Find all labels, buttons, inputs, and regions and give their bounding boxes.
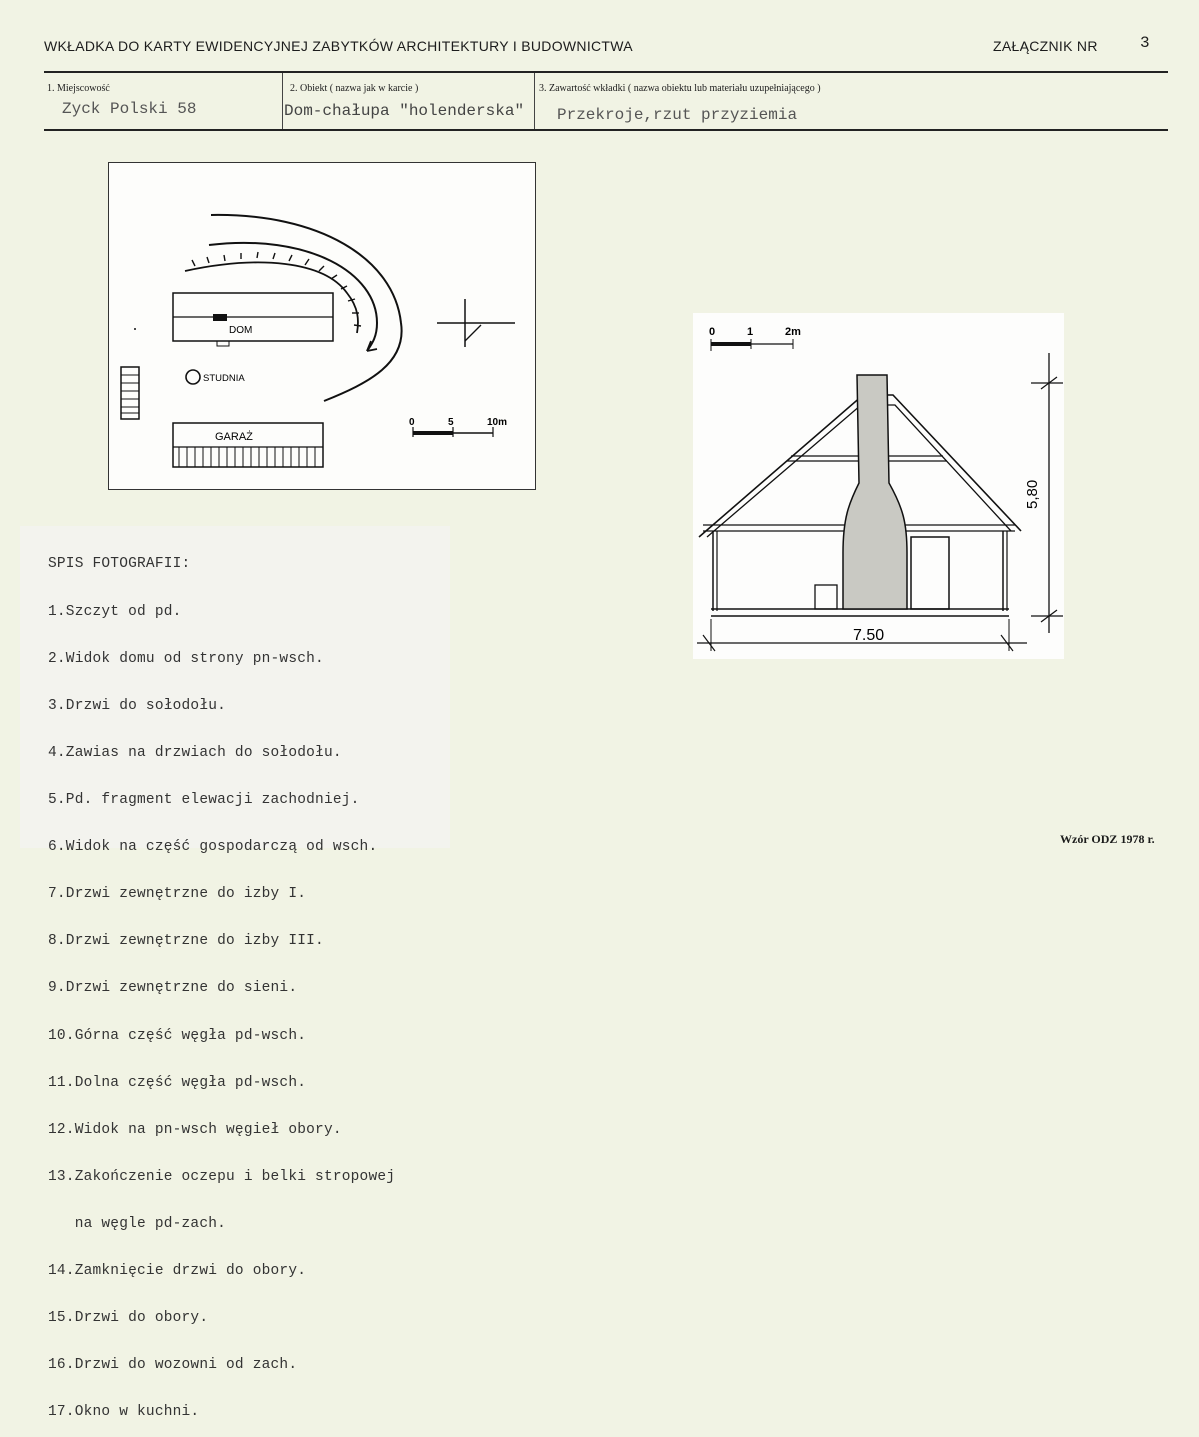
cross-section-drawing bbox=[693, 313, 1064, 659]
table-bottom-rule bbox=[44, 129, 1168, 131]
photo-list-item: 6.Widok na część gospodarczą od wsch. bbox=[48, 839, 378, 856]
site-scale-label-5: 5 bbox=[448, 417, 454, 428]
photo-list-item: 16.Drzwi do wozowni od zach. bbox=[48, 1357, 298, 1374]
shed-hatching bbox=[121, 375, 139, 413]
hearth-box bbox=[815, 585, 837, 609]
well-label: STUDNIA bbox=[203, 373, 245, 384]
width-dimension-label: 7.50 bbox=[853, 627, 885, 644]
photo-list-item: 4.Zawias na drzwiach do sołodołu. bbox=[48, 744, 342, 761]
photo-list-item: 3.Drzwi do sołodołu. bbox=[48, 697, 227, 714]
house-chimney-mark bbox=[213, 314, 227, 321]
photo-list-item: 15.Drzwi do obory. bbox=[48, 1310, 209, 1327]
well-symbol bbox=[186, 370, 200, 384]
attachment-label: ZAŁĄCZNIK NR bbox=[993, 38, 1098, 54]
column-divider-1 bbox=[282, 73, 283, 129]
photo-list-item: 12.Widok na pn-wsch węgieł obory. bbox=[48, 1121, 342, 1138]
cross-section-svg bbox=[693, 313, 1064, 659]
north-arrow-mark bbox=[465, 325, 481, 341]
photo-list-item: 10.Górna część węgła pd-wsch. bbox=[48, 1027, 307, 1044]
garage-label: GARAŻ bbox=[215, 431, 253, 443]
section-scale-bar-fill bbox=[711, 342, 751, 346]
column-divider-2 bbox=[534, 73, 535, 129]
site-plan-svg bbox=[109, 163, 537, 491]
site-plan-drawing bbox=[108, 162, 536, 490]
photo-list-item: na węgle pd-zach. bbox=[48, 1215, 227, 1232]
photo-list-item: 14.Zamknięcie drzwi do obory. bbox=[48, 1263, 307, 1280]
photo-list-item: 8.Drzwi zewnętrzne do izby III. bbox=[48, 933, 324, 950]
photo-list bbox=[20, 526, 450, 1421]
field-value-object: Dom-chałupa "holenderska" bbox=[284, 102, 525, 120]
table-top-rule bbox=[44, 71, 1168, 73]
house-label: DOM bbox=[229, 325, 253, 336]
height-dimension-label: 5,80 bbox=[1024, 479, 1041, 509]
site-scale-bar-fill bbox=[413, 431, 453, 435]
photo-list-item: 11.Dolna część węgła pd-wsch. bbox=[48, 1074, 307, 1091]
document-title: WKŁADKA DO KARTY EWIDENCYJNEJ ZABYTKÓW ARCHITEKTURY I BUDOWNICTWA bbox=[44, 38, 633, 54]
slope-arc-line bbox=[185, 262, 358, 333]
site-scale-label-10: 10m bbox=[487, 417, 508, 428]
field-label-content: 3. Zawartość wkładki ( nazwa obiektu lub materiału uzupełniającego ) bbox=[539, 83, 821, 94]
field-label-object: 2. Obiekt ( nazwa jak w karcie ) bbox=[290, 83, 419, 94]
form-note: Wzór ODZ 1978 r. bbox=[1060, 832, 1155, 846]
chimney bbox=[843, 375, 907, 609]
garage-hatching bbox=[179, 447, 315, 467]
section-scale-label-1: 1 bbox=[747, 326, 754, 338]
plan-dot bbox=[134, 328, 136, 330]
site-scale-label-0: 0 bbox=[409, 417, 415, 428]
attachment-number: 3 bbox=[1140, 34, 1150, 52]
photo-list-item: 1.Szczyt od pd. bbox=[48, 603, 182, 620]
photo-list-item: 17.Okno w kuchni. bbox=[48, 1404, 200, 1421]
photo-list-heading: SPIS FOTOGRAFII: bbox=[48, 556, 191, 573]
section-scale-label-2: 2m bbox=[785, 326, 801, 338]
photo-list-item: 7.Drzwi zewnętrzne do izby I. bbox=[48, 886, 307, 903]
field-label-locality: 1. Miejscowość bbox=[47, 83, 110, 94]
photo-list-item: 13.Zakończenie oczepu i belki stropowej bbox=[48, 1168, 396, 1185]
photo-list-item: 5.Pd. fragment elewacji zachodniej. bbox=[48, 791, 360, 808]
photo-list-item: 9.Drzwi zewnętrzne do sieni. bbox=[48, 980, 298, 997]
door-opening bbox=[911, 537, 949, 609]
field-value-locality: Zyck Polski 58 bbox=[62, 100, 197, 118]
photo-list-item: 2.Widok domu od strony pn-wsch. bbox=[48, 650, 324, 667]
field-value-content: Przekroje,rzut przyziemia bbox=[557, 106, 798, 124]
section-scale-label-0: 0 bbox=[709, 326, 716, 338]
